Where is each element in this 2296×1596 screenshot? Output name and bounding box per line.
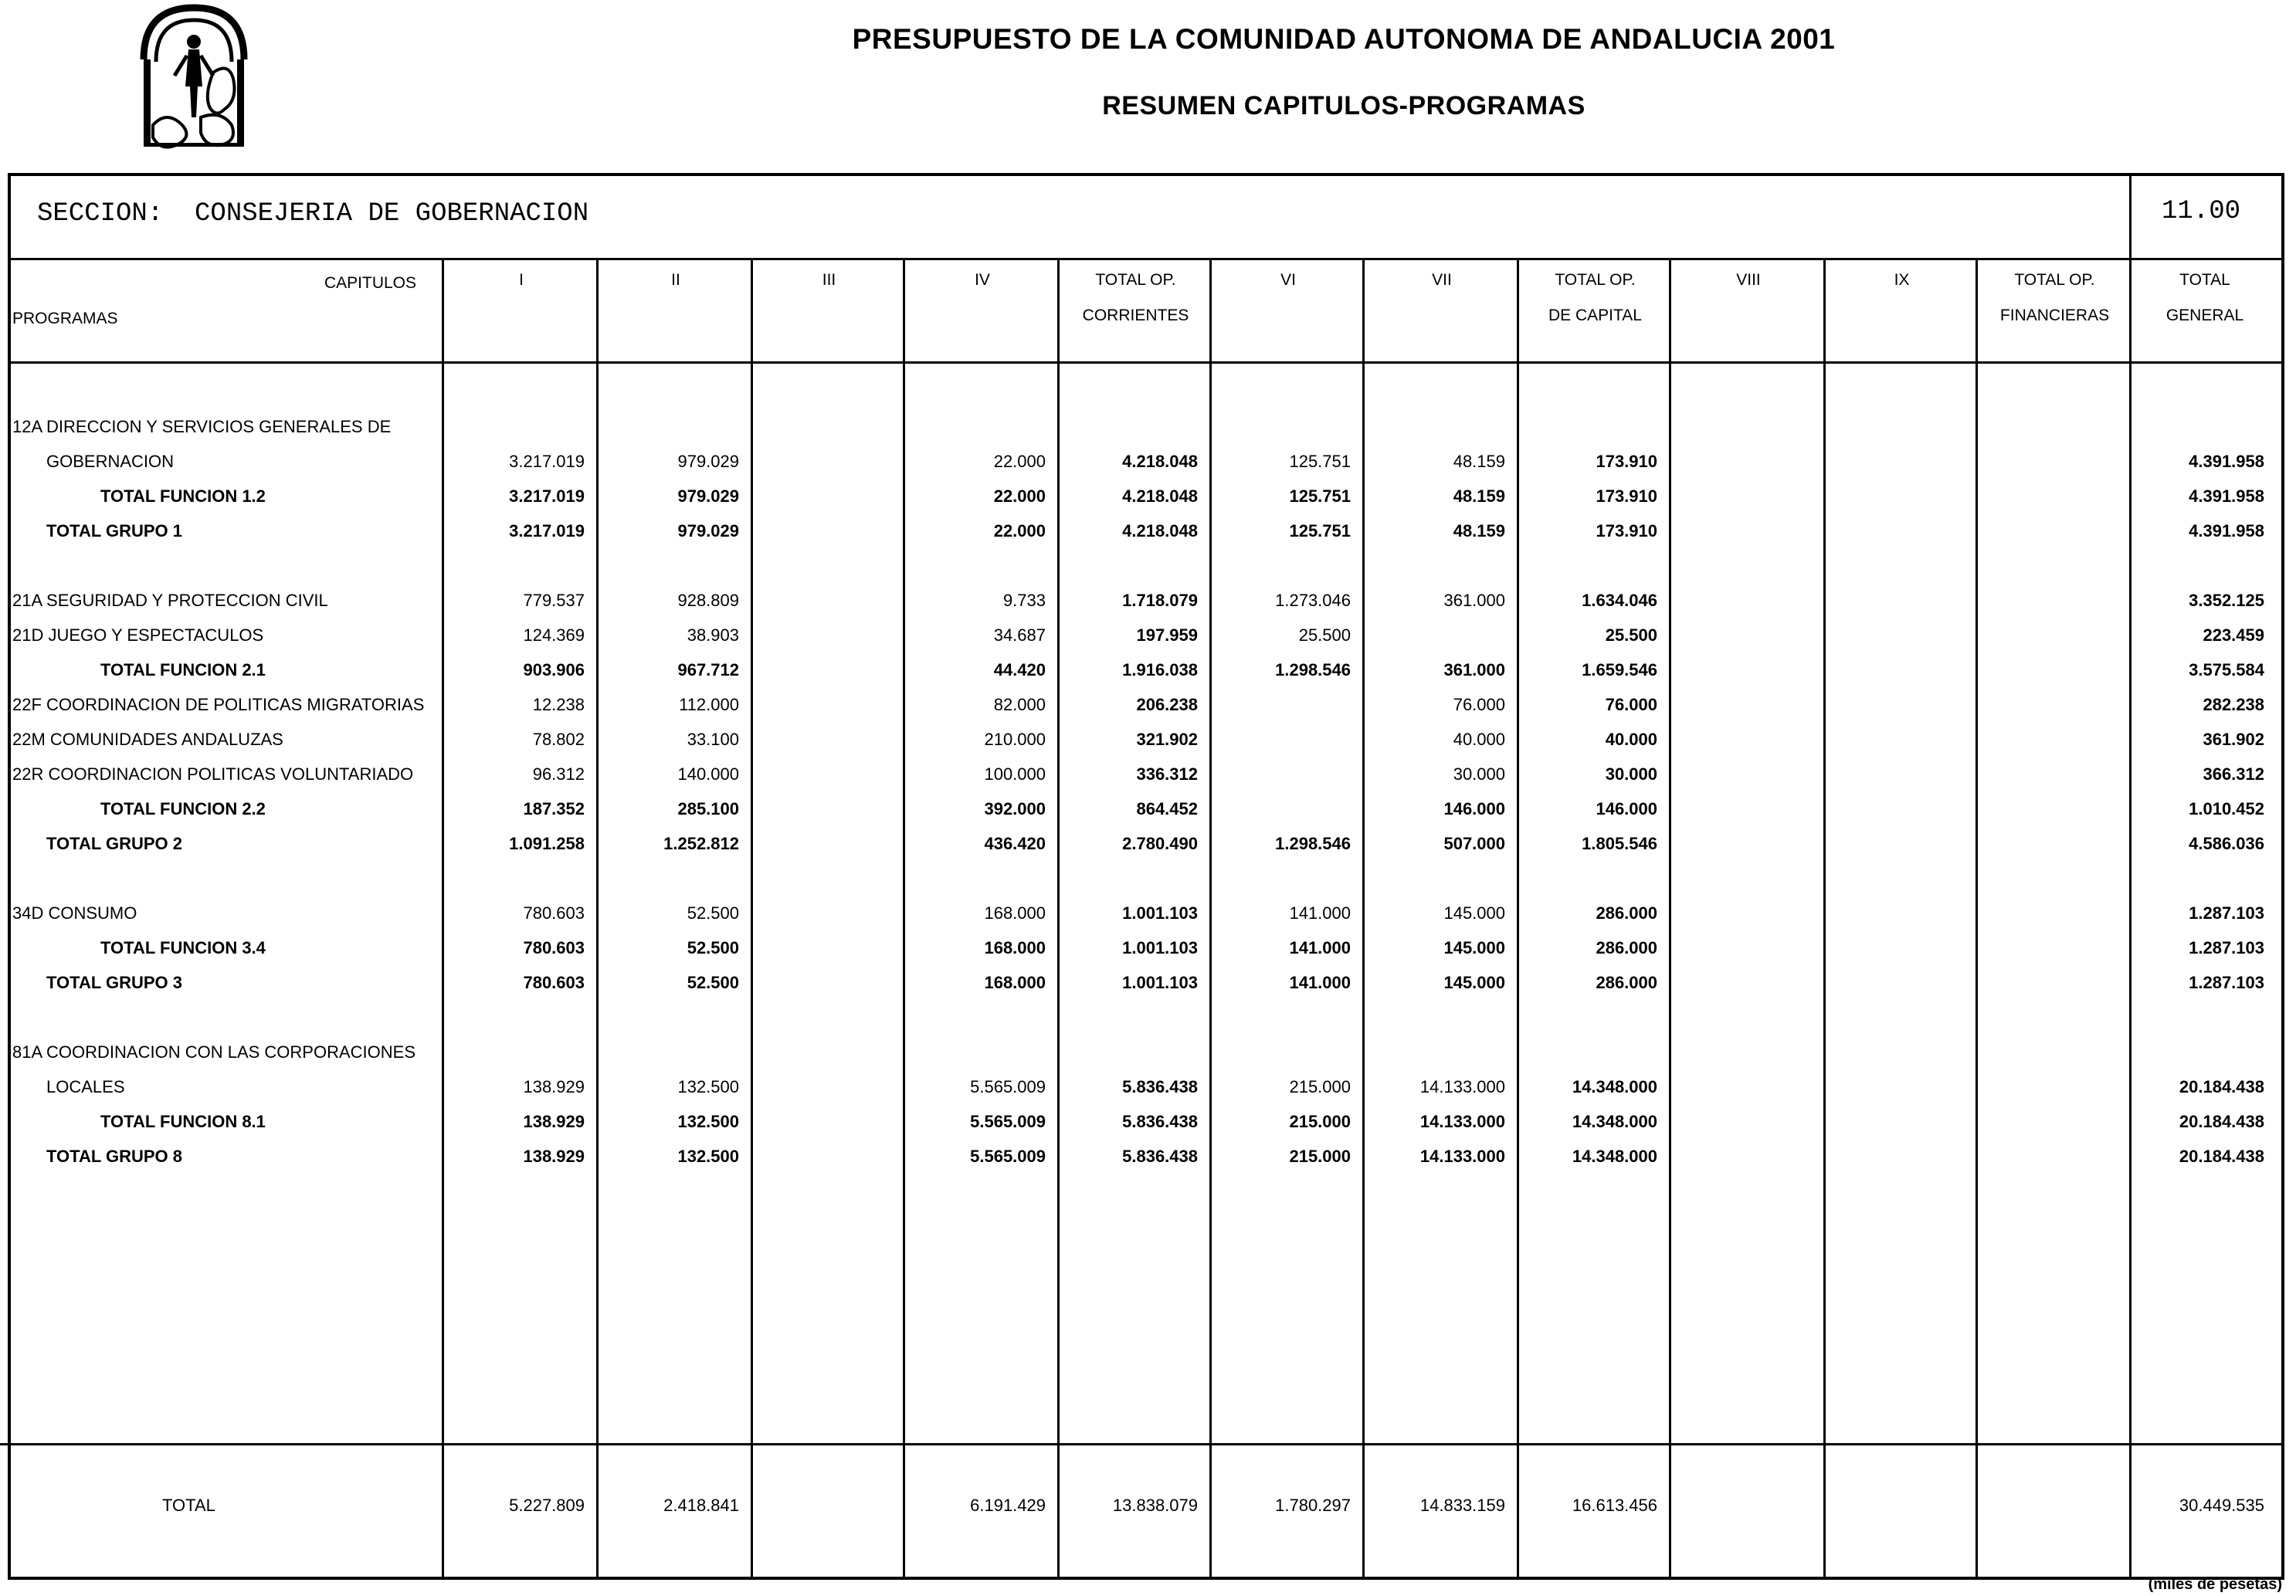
table-cell: 1.010.452: [2189, 799, 2264, 818]
table-cell: 100.000: [984, 764, 1046, 784]
table-cell: 38.903: [687, 625, 739, 645]
table-cell: 48.159: [1453, 486, 1505, 506]
row-label: TOTAL FUNCION 8.1: [100, 1112, 266, 1131]
row-label: 21A SEGURIDAD Y PROTECCION CIVIL: [12, 591, 328, 610]
table-cell: 20.184.438: [2179, 1147, 2264, 1166]
table-cell: 206.238: [1136, 695, 1198, 714]
table-cell: 2.780.490: [1122, 834, 1198, 853]
section-label: SECCION: CONSEJERIA DE GOBERNACION: [37, 199, 589, 229]
section-code: 11.00: [2161, 197, 2241, 226]
row-label: TOTAL FUNCION 1.2: [100, 486, 266, 506]
table-cell: 780.603: [523, 903, 585, 923]
table-cell: 14.133.000: [1419, 1077, 1505, 1096]
table-cell: 366.312: [2203, 764, 2264, 784]
table-cell: 14.348.000: [1572, 1077, 1657, 1096]
column-header-top: III: [822, 271, 836, 289]
table-cell: 1.001.103: [1122, 938, 1198, 957]
row-label: 21D JUEGO Y ESPECTACULOS: [12, 625, 264, 645]
table-cell: 78.802: [532, 730, 585, 749]
table-cell: 215.000: [1289, 1077, 1351, 1096]
table-cell: 5.836.438: [1122, 1077, 1198, 1096]
table-cell: 22.000: [993, 521, 1046, 540]
row-label: 22M COMUNIDADES ANDALUZAS: [12, 730, 283, 749]
table-cell: 145.000: [1443, 973, 1505, 992]
table-cell: 14.348.000: [1572, 1112, 1657, 1131]
total-cell: 5.227.809: [509, 1496, 585, 1515]
table-cell: 76.000: [1453, 695, 1505, 714]
corner-header-capitulos: CAPITULOS: [324, 274, 417, 292]
table-cell: 5.836.438: [1122, 1147, 1198, 1166]
col-divider: [1976, 258, 1978, 1580]
units-note: (miles de pesetas): [2148, 1576, 2282, 1593]
column-header-top: IX: [1894, 271, 1910, 289]
document-title: PRESUPUESTO DE LA COMUNIDAD AUTONOMA DE ANDALUCIA 2001: [852, 23, 1836, 55]
column-header-top: I: [519, 271, 524, 289]
table-cell: 1.001.103: [1122, 903, 1198, 923]
table-cell: 25.500: [1605, 625, 1657, 645]
table-cell: 20.184.438: [2179, 1077, 2264, 1096]
total-cell: 14.833.159: [1419, 1496, 1505, 1515]
table-cell: 52.500: [687, 973, 739, 992]
row-label: TOTAL FUNCION 2.1: [100, 660, 266, 679]
table-cell: 1.001.103: [1122, 973, 1198, 992]
column-header-top: TOTAL OP.: [1095, 271, 1176, 289]
table-cell: 967.712: [677, 660, 739, 679]
table-cell: 1.718.079: [1122, 591, 1198, 610]
table-cell: 22.000: [993, 452, 1046, 471]
table-cell: 138.929: [523, 1112, 585, 1131]
table-cell: 141.000: [1289, 938, 1351, 957]
table-cell: 14.133.000: [1419, 1112, 1505, 1131]
table-cell: 125.751: [1289, 486, 1351, 506]
table-cell: 4.586.036: [2189, 834, 2264, 853]
table-cell: 1.659.546: [1582, 660, 1657, 679]
row-label: TOTAL GRUPO 3: [46, 973, 183, 992]
table-cell: 928.809: [677, 591, 739, 610]
table-cell: 141.000: [1289, 903, 1351, 923]
table-cell: 30.000: [1605, 764, 1657, 784]
table-cell: 1.805.546: [1582, 834, 1657, 853]
table-cell: 124.369: [523, 625, 585, 645]
column-header-top: VI: [1280, 271, 1296, 289]
table-cell: 392.000: [984, 799, 1046, 818]
row-label: 22R COORDINACION POLITICAS VOLUNTARIADO: [12, 764, 414, 784]
column-header-top: VIII: [1736, 271, 1761, 289]
column-header-top: IV: [975, 271, 990, 289]
table-cell: 40.000: [1605, 730, 1657, 749]
table-cell: 96.312: [532, 764, 585, 784]
row-label: 34D CONSUMO: [12, 903, 137, 923]
total-cell: 6.191.429: [970, 1496, 1046, 1515]
row-label: TOTAL FUNCION 2.2: [100, 799, 266, 818]
table-cell: 286.000: [1596, 938, 1657, 957]
table-cell: 210.000: [984, 730, 1046, 749]
total-cell: 13.838.079: [1112, 1496, 1198, 1515]
table-cell: 168.000: [984, 973, 1046, 992]
table-cell: 30.000: [1453, 764, 1505, 784]
table-cell: 286.000: [1596, 973, 1657, 992]
section-divider: [8, 258, 2284, 260]
table-cell: 5.565.009: [970, 1147, 1046, 1166]
table-cell: 4.218.048: [1122, 486, 1198, 506]
table-cell: 321.902: [1136, 730, 1198, 749]
table-cell: 125.751: [1289, 452, 1351, 471]
table-cell: 52.500: [687, 938, 739, 957]
table-cell: 140.000: [677, 764, 739, 784]
table-cell: 3.352.125: [2189, 591, 2264, 610]
table-cell: 20.184.438: [2179, 1112, 2264, 1131]
column-header-bottom: DE CAPITAL: [1548, 307, 1642, 324]
table-cell: 168.000: [984, 903, 1046, 923]
table-cell: 903.906: [523, 660, 585, 679]
table-cell: 187.352: [523, 799, 585, 818]
table-cell: 146.000: [1596, 799, 1657, 818]
total-cell: 2.418.841: [663, 1496, 739, 1515]
table-cell: 14.348.000: [1572, 1147, 1657, 1166]
table-cell: 12.238: [532, 695, 585, 714]
table-cell: 4.218.048: [1122, 521, 1198, 540]
table-cell: 215.000: [1289, 1147, 1351, 1166]
table-cell: 197.959: [1136, 625, 1198, 645]
table-cell: 146.000: [1443, 799, 1505, 818]
column-header-bottom: CORRIENTES: [1082, 307, 1189, 324]
table-cell: 5.565.009: [970, 1112, 1046, 1131]
column-header-top: VII: [1432, 271, 1452, 289]
col-divider: [1823, 258, 1826, 1580]
budget-table-frame: [8, 173, 2284, 1580]
table-cell: 1.298.546: [1275, 834, 1351, 853]
column-header-top: II: [671, 271, 680, 289]
andalucia-coat-of-arms-logo: [136, 2, 252, 153]
table-cell: 132.500: [677, 1147, 739, 1166]
column-header-top: TOTAL OP.: [2014, 271, 2095, 289]
corner-header-programas: PROGRAMAS: [12, 310, 118, 327]
table-cell: 1.091.258: [509, 834, 585, 853]
table-cell: 34.687: [993, 625, 1046, 645]
table-cell: 361.000: [1443, 591, 1505, 610]
table-cell: 141.000: [1289, 973, 1351, 992]
total-cell: 16.613.456: [1572, 1496, 1657, 1515]
table-cell: 507.000: [1443, 834, 1505, 853]
table-cell: 436.420: [984, 834, 1046, 853]
table-cell: 864.452: [1136, 799, 1198, 818]
table-cell: 780.603: [523, 973, 585, 992]
table-cell: 223.459: [2203, 625, 2264, 645]
table-cell: 336.312: [1136, 764, 1198, 784]
table-cell: 112.000: [679, 695, 739, 714]
table-cell: 173.910: [1596, 486, 1657, 506]
table-cell: 5.836.438: [1122, 1112, 1198, 1131]
table-cell: 780.603: [523, 938, 585, 957]
table-cell: 168.000: [984, 938, 1046, 957]
table-cell: 145.000: [1443, 938, 1505, 957]
table-cell: 173.910: [1596, 452, 1657, 471]
table-cell: 82.000: [993, 695, 1046, 714]
total-divider: [0, 1443, 2284, 1445]
table-cell: 4.218.048: [1122, 452, 1198, 471]
total-cell: 30.449.535: [2179, 1496, 2264, 1515]
table-cell: 132.500: [677, 1077, 739, 1096]
table-cell: 361.000: [1443, 660, 1505, 679]
table-cell: 361.902: [2203, 730, 2264, 749]
table-cell: 3.575.584: [2189, 660, 2264, 679]
row-label: TOTAL FUNCION 3.4: [100, 938, 266, 957]
col-divider: [1669, 258, 1671, 1580]
table-cell: 1.287.103: [2189, 903, 2264, 923]
table-cell: 3.217.019: [509, 452, 585, 471]
table-cell: 779.537: [523, 591, 585, 610]
table-cell: 285.100: [677, 799, 739, 818]
table-cell: 52.500: [687, 903, 739, 923]
table-cell: 1.916.038: [1122, 660, 1198, 679]
table-cell: 173.910: [1596, 521, 1657, 540]
column-header-bottom: FINANCIERAS: [1999, 307, 2110, 324]
table-cell: 286.000: [1596, 903, 1657, 923]
table-cell: 4.391.958: [2189, 452, 2264, 471]
table-cell: 22.000: [993, 486, 1046, 506]
table-cell: 9.733: [1002, 591, 1046, 610]
table-cell: 4.391.958: [2189, 486, 2264, 506]
row-label: TOTAL GRUPO 8: [46, 1147, 183, 1166]
row-label: TOTAL GRUPO 2: [46, 834, 183, 853]
column-header-top: TOTAL OP.: [1555, 271, 1636, 289]
total-cell: 1.780.297: [1275, 1496, 1351, 1515]
table-cell: 979.029: [677, 521, 739, 540]
column-header-bottom: GENERAL: [2165, 307, 2244, 324]
table-cell: 138.929: [523, 1147, 585, 1166]
row-label: 81A COORDINACION CON LAS CORPORACIONES: [12, 1042, 415, 1062]
table-cell: 979.029: [677, 452, 739, 471]
table-cell: 132.500: [677, 1112, 739, 1131]
table-cell: 282.238: [2203, 695, 2264, 714]
header-divider: [8, 361, 2284, 364]
table-cell: 1.273.046: [1275, 591, 1351, 610]
row-label: GOBERNACION: [46, 452, 175, 471]
table-cell: 1.298.546: [1275, 660, 1351, 679]
row-label: LOCALES: [46, 1077, 125, 1096]
col-divider: [751, 258, 753, 1580]
table-cell: 25.500: [1298, 625, 1351, 645]
table-cell: 145.000: [1443, 903, 1505, 923]
column-header-top: TOTAL: [2179, 271, 2230, 289]
table-cell: 40.000: [1453, 730, 1505, 749]
table-cell: 48.159: [1453, 521, 1505, 540]
table-cell: 3.217.019: [509, 486, 585, 506]
table-cell: 44.420: [993, 660, 1046, 679]
table-cell: 125.751: [1289, 521, 1351, 540]
table-cell: 138.929: [523, 1077, 585, 1096]
table-cell: 3.217.019: [509, 521, 585, 540]
table-cell: 979.029: [677, 486, 739, 506]
table-cell: 215.000: [1289, 1112, 1351, 1131]
table-cell: 1.287.103: [2189, 973, 2264, 992]
table-cell: 1.287.103: [2189, 938, 2264, 957]
table-cell: 4.391.958: [2189, 521, 2264, 540]
table-cell: 14.133.000: [1419, 1147, 1505, 1166]
row-label: TOTAL GRUPO 1: [46, 521, 183, 540]
table-cell: 76.000: [1605, 695, 1657, 714]
table-cell: 48.159: [1453, 452, 1505, 471]
table-cell: 5.565.009: [970, 1077, 1046, 1096]
table-cell: 33.100: [687, 730, 739, 749]
row-label: 22F COORDINACION DE POLITICAS MIGRATORIAS: [12, 695, 425, 714]
document-subtitle: RESUMEN CAPITULOS-PROGRAMAS: [1102, 91, 1585, 120]
row-label: 12A DIRECCION Y SERVICIOS GENERALES DE: [12, 417, 392, 436]
table-cell: 1.634.046: [1582, 591, 1657, 610]
table-cell: 1.252.812: [663, 834, 739, 853]
total-label: TOTAL: [162, 1496, 215, 1515]
